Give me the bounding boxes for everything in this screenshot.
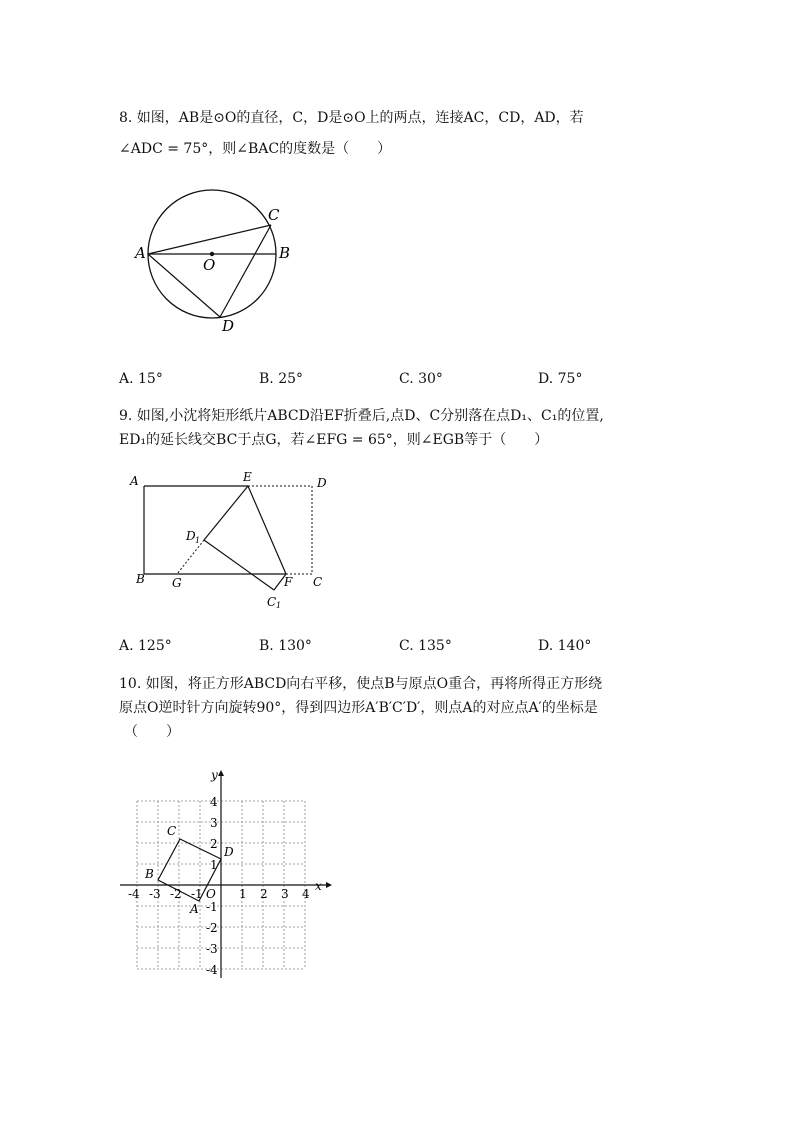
q9-option-b[interactable]: B. 130° (259, 638, 312, 654)
q8-stem-line2: ∠ADC = 75°，则∠BAC的度数是（ ） (119, 141, 392, 157)
q8-label-o: O (203, 256, 216, 274)
q8-option-c[interactable]: C. 30° (399, 371, 443, 387)
q8-label-a: A (135, 244, 146, 262)
q8-option-b[interactable]: B. 25° (259, 371, 304, 387)
q9-label-c: C (313, 575, 323, 589)
q10-stem-line2: 原点O逆时针方向旋转90°，得到四边形A′B′C′D′，则点A的对应点A′的坐标是 (119, 700, 598, 716)
q9-segment-d1c1 (204, 540, 274, 590)
q10-x-tick-label: 2 (260, 887, 268, 901)
q10-x-axis-label: x (315, 879, 322, 893)
q8-stem-line1: 8. 如图，AB是⊙O的直径，C，D是⊙O上的两点，连接AC，CD，AD，若 (119, 110, 584, 126)
q10-origin-label: O (206, 887, 216, 901)
q9-label-a: A (130, 474, 139, 488)
q8-segment-cd (220, 225, 271, 317)
q9-option-a[interactable]: A. 125° (119, 638, 172, 654)
q10-y-tick-label: 3 (210, 816, 218, 830)
q10-label-d: D (224, 845, 234, 859)
q8-figure (130, 200, 310, 335)
q8-label-d: D (222, 317, 235, 335)
q10-x-tick-label: 3 (281, 887, 289, 901)
q9-label-d1: D (186, 529, 196, 543)
q9-label-c1-sub: 1 (276, 601, 282, 610)
q8-label-b: B (279, 244, 291, 262)
q8-option-d[interactable]: D. 75° (538, 371, 583, 387)
q10-label-a: A (190, 902, 199, 916)
q10-y-axis-arrow (218, 770, 224, 776)
q10-label-b: B (145, 867, 154, 881)
q9-label-d: D (317, 476, 327, 490)
q8-segment-ac (148, 225, 271, 254)
q10-x-axis-arrow (326, 882, 332, 888)
q9-label-e: E (243, 470, 252, 484)
q10-y-tick-label: -2 (206, 921, 218, 935)
q10-y-tick-label: -4 (206, 963, 218, 977)
q9-option-d[interactable]: D. 140° (538, 638, 592, 654)
q9-fold-line-ef (248, 486, 286, 574)
q10-y-tick-label: 1 (210, 858, 218, 872)
q9-option-c[interactable]: C. 135° (399, 638, 452, 654)
q10-label-c: C (167, 824, 177, 838)
q10-y-tick-label: 4 (210, 795, 218, 809)
q10-y-tick-label: 2 (210, 837, 218, 851)
q9-stem-line2: ED₁的延长线交BC于点G，若∠EFG = 65°，则∠EGB等于（ ） (119, 432, 549, 448)
q10-stem-line3: （ ） (124, 724, 180, 740)
q9-stem-line1: 9. 如图,小沈将矩形纸片ABCD沿EF折叠后,点D、C分别落在点D₁、C₁的位置, (119, 408, 604, 424)
q9-segment-ed1 (204, 486, 248, 540)
q10-y-tick-label: -1 (206, 900, 218, 914)
q10-y-tick-label: -3 (206, 942, 218, 956)
q10-stem-line1: 10. 如图，将正方形ABCD向右平移，使点B与原点O重合，再将所得正方形绕 (119, 676, 603, 692)
q10-x-tick-label: -1 (191, 887, 203, 901)
q10-x-tick-label: -4 (128, 887, 140, 901)
q9-extension-d1g-dashed (177, 540, 204, 574)
q10-x-tick-label: -3 (149, 887, 161, 901)
q9-label-b: B (136, 572, 145, 586)
q9-label-f: F (284, 575, 293, 589)
q10-x-tick-label: 4 (302, 887, 310, 901)
q9-figure (128, 470, 328, 610)
q9-label-c1: C (267, 595, 277, 609)
q9-label-d1-sub: 1 (195, 536, 201, 545)
q10-x-tick-label: -2 (170, 887, 182, 901)
q10-x-tick-label: 1 (239, 887, 247, 901)
q8-option-a[interactable]: A. 15° (119, 371, 163, 387)
q9-label-g: G (172, 576, 182, 590)
q8-label-c: C (268, 206, 280, 224)
q10-y-axis-label: y (211, 768, 218, 782)
q10-coordinate-figure (110, 768, 340, 988)
